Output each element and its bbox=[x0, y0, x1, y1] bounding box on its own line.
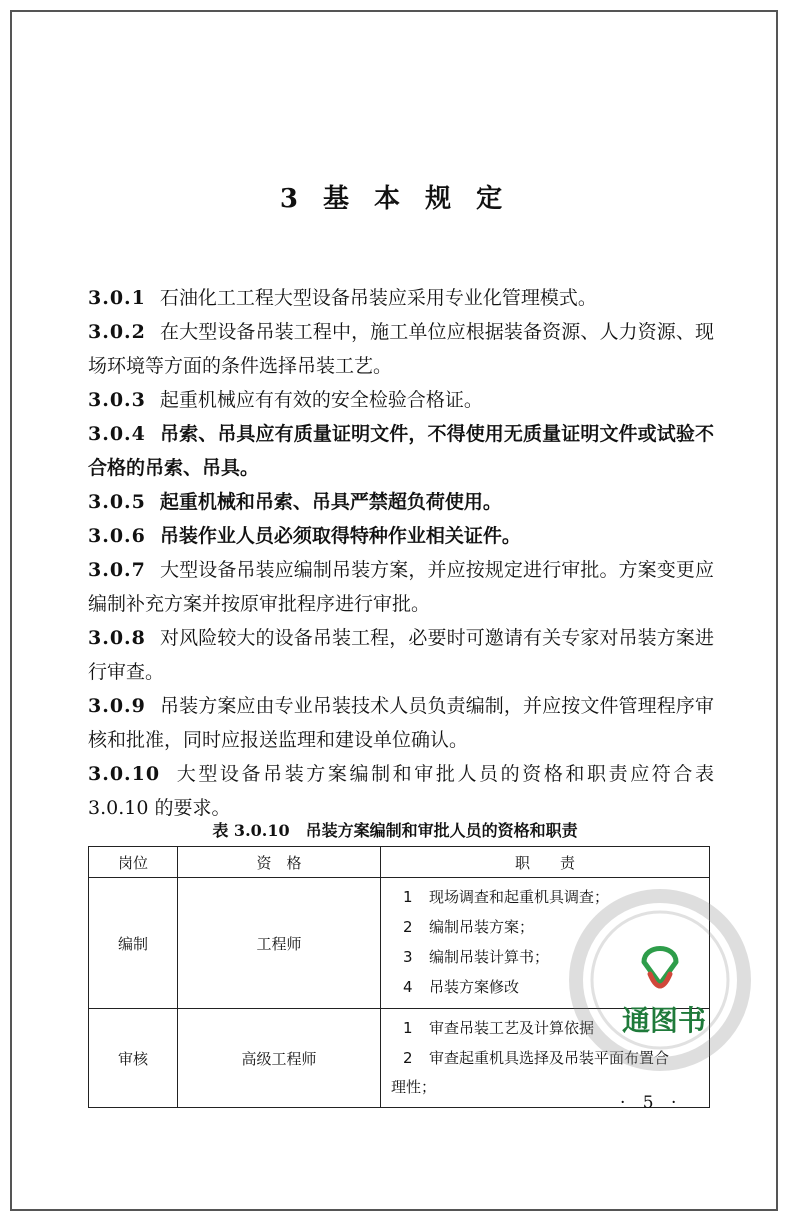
clause-number: 3.0.3 bbox=[88, 389, 146, 411]
duty-item: 1 现场调查和起重机具调查； bbox=[403, 888, 610, 906]
clause-number: 3.0.8 bbox=[88, 627, 146, 649]
clause-number: 3.0.1 bbox=[88, 287, 146, 309]
duty-item: 4 吊装方案修改 bbox=[403, 978, 520, 996]
clause-number: 3.0.10 bbox=[88, 763, 161, 785]
clause-number: 3.0.4 bbox=[88, 423, 146, 445]
clause-3-0-2 bbox=[88, 315, 714, 383]
duty-item: 2 审查起重机具选择及吊装平面布置合 bbox=[403, 1049, 670, 1067]
clause-3-0-3 bbox=[88, 383, 714, 417]
clause-3-0-1 bbox=[88, 281, 714, 315]
clause-3-0-8 bbox=[88, 621, 714, 689]
header-qualification: 资 格 bbox=[178, 847, 381, 878]
duty-continuation: 理性； bbox=[391, 1078, 437, 1096]
clause-text: 吊索、吊具应有质量证明文件，不得使用无质量证明文件或试验不合格的吊索、吊具。 bbox=[88, 423, 714, 479]
clause-text: 起重机械应有有效的安全检验合格证。 bbox=[159, 389, 483, 411]
table-caption bbox=[0, 818, 790, 841]
clause-3-0-5 bbox=[88, 485, 714, 519]
clause-number: 3.0.6 bbox=[88, 525, 146, 547]
table-header-row bbox=[89, 847, 710, 878]
clause-list bbox=[88, 281, 714, 825]
header-duties: 职 责 bbox=[381, 847, 710, 878]
clause-text: 在大型设备吊装工程中，施工单位应根据装备资源、人力资源、现场环境等方面的条件选择吊装工艺。 bbox=[88, 321, 714, 377]
duties-cell bbox=[381, 878, 710, 1009]
duty-item: 3 编制吊装计算书； bbox=[403, 948, 550, 966]
clause-text: 大型设备吊装应编制吊装方案，并应按规定进行审批。方案变更应编制补充方案并按原审批程序进行审批。 bbox=[88, 559, 714, 615]
duty-item: 2 编制吊装方案； bbox=[403, 918, 535, 936]
clause-number: 3.0.2 bbox=[88, 321, 146, 343]
qualification-cell: 高级工程师 bbox=[178, 1009, 381, 1108]
clause-3-0-9 bbox=[88, 689, 714, 757]
table-row bbox=[89, 878, 710, 1009]
header-post: 岗位 bbox=[89, 847, 178, 878]
clause-3-0-6 bbox=[88, 519, 714, 553]
clause-3-0-10 bbox=[88, 757, 714, 825]
clause-text: 石油化工工程大型设备吊装应采用专业化管理模式。 bbox=[159, 287, 597, 309]
post-cell: 编制 bbox=[89, 878, 178, 1009]
clause-text: 对风险较大的设备吊装工程，必要时可邀请有关专家对吊装方案进行审查。 bbox=[88, 627, 714, 683]
clause-3-0-4 bbox=[88, 417, 714, 485]
clause-text: 起重机械和吊索、吊具严禁超负荷使用。 bbox=[159, 491, 502, 513]
qualification-table bbox=[88, 846, 710, 1108]
clause-text: 吊装作业人员必须取得特种作业相关证件。 bbox=[159, 525, 521, 547]
stamp-text: 通图书 bbox=[621, 1004, 707, 1037]
clause-text: 大型设备吊装方案编制和审批人员的资格和职责应符合表 3.0.10 的要求。 bbox=[88, 763, 714, 819]
page-number: · 5 · bbox=[620, 1093, 683, 1113]
clause-number: 3.0.9 bbox=[88, 695, 146, 717]
post-cell: 审核 bbox=[89, 1009, 178, 1108]
clause-3-0-7 bbox=[88, 553, 714, 621]
qualification-cell: 工程师 bbox=[178, 878, 381, 1009]
clause-text: 吊装方案应由专业吊装技术人员负责编制，并应按文件管理程序审核和批准，同时应报送监理和建设单位确认。 bbox=[88, 695, 714, 751]
table-row bbox=[89, 1009, 710, 1108]
clause-number: 3.0.5 bbox=[88, 491, 146, 513]
duty-item: 1 审查吊装工艺及计算依据 bbox=[403, 1019, 595, 1037]
table-caption-text: 吊装方案编制和审批人员的资格和职责 bbox=[305, 821, 578, 840]
chapter-title: 3 基 本 规 定 bbox=[279, 184, 511, 214]
table-caption-number: 表 3.0.10 bbox=[212, 821, 290, 840]
clause-number: 3.0.7 bbox=[88, 559, 146, 581]
